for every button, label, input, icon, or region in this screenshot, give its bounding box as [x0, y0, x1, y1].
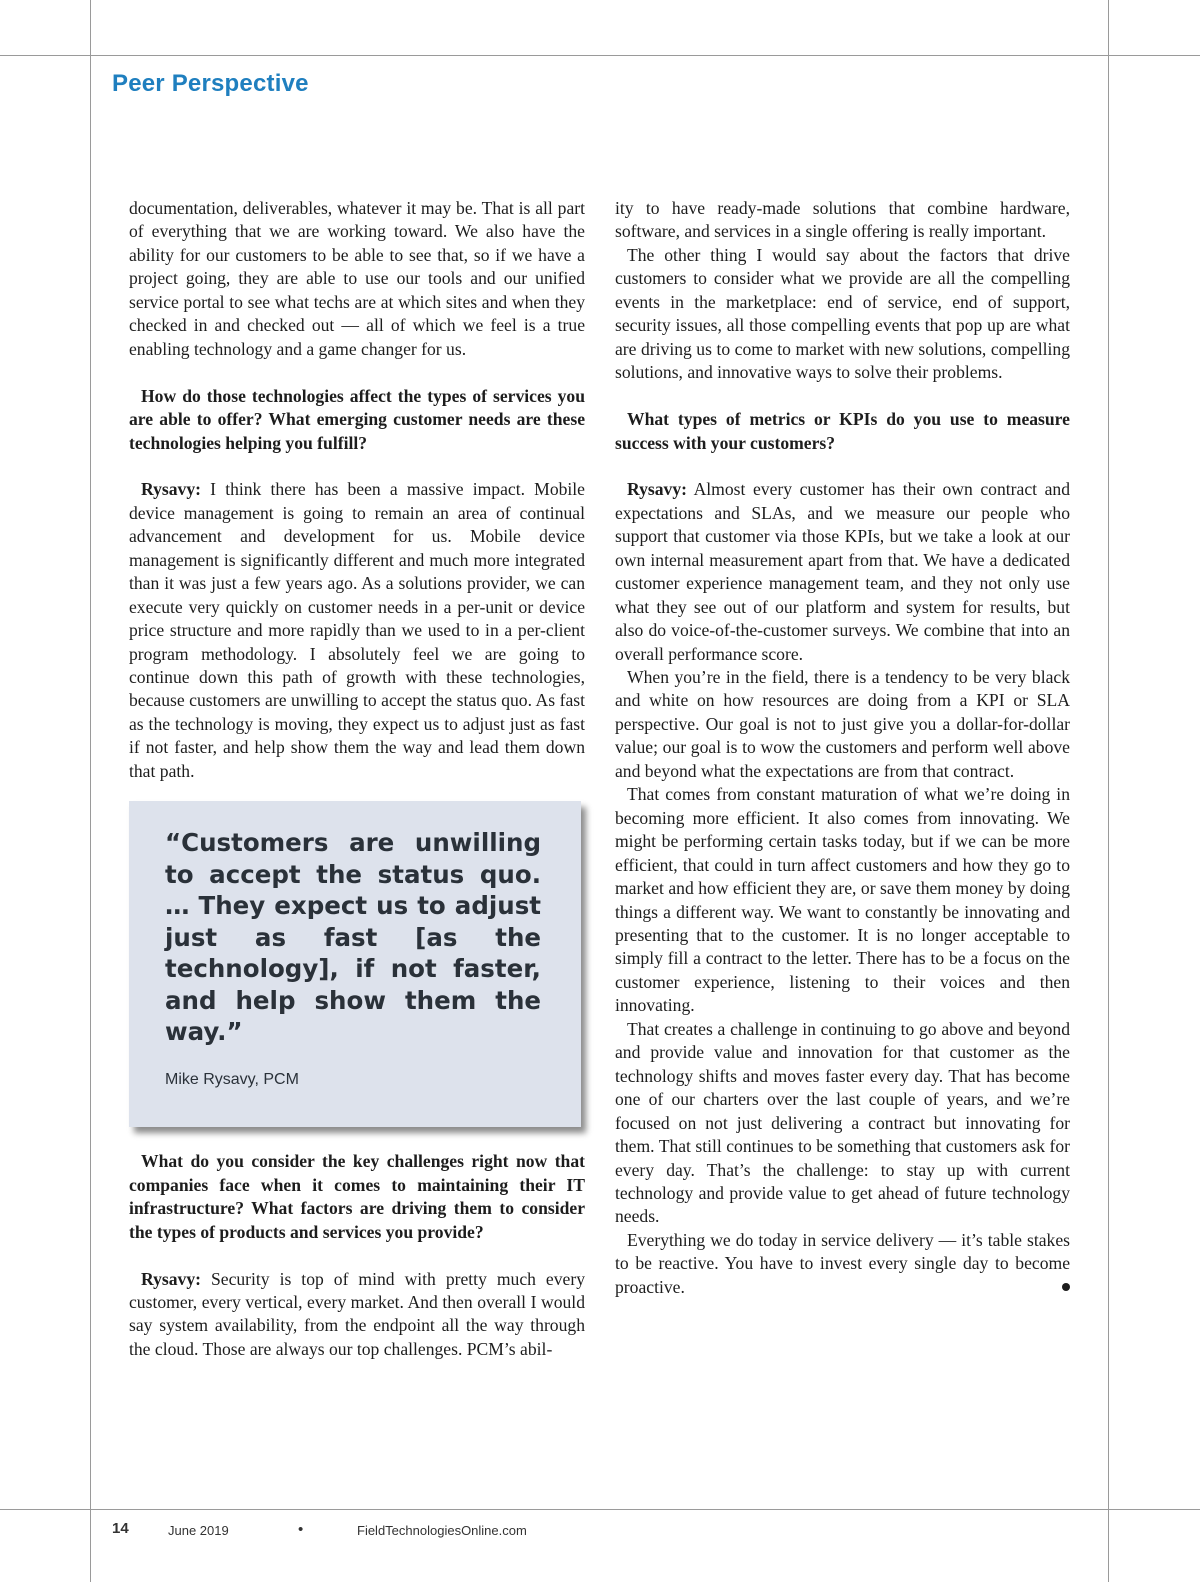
interview-answer: [129, 1268, 585, 1362]
page-number: 14: [112, 1520, 129, 1537]
right-margin-rule: [1108, 0, 1109, 1582]
issue-date: June 2019: [168, 1523, 229, 1538]
paragraph: When you’re in the field, there is a tendency to be very black and white on how resources are doing from a KPI or SLA perspective. Our goal is not to just give you a dollar-for-dollar value; our goal is to wow the customers and perform well above and beyond what the expectations are from that contract.: [615, 667, 1070, 781]
interview-question: How do those technologies affect the types of services you are able to offer? What emerging customer needs are these technologies helping you fulfill?: [129, 385, 585, 453]
website-link[interactable]: FieldTechnologiesOnline.com: [357, 1523, 527, 1538]
pull-quote-text: “Customers are unwilling to accept the status quo. … They expect us to adjust just as fast [as the technology], if not faster, and help show them the way.”: [165, 828, 541, 1047]
bottom-rule: [0, 1509, 1200, 1510]
interview-answer: [129, 478, 585, 783]
paragraph: documentation, deliverables, whatever it may be. That is all part of everything that we are working toward. We also have the ability for our customers to be able to see that, so if we have a project going, they are able to use our tools and our unified service portal to see what techs are at which sites and when they checked in and checked out — all of which we feel is a true enabling technology and a game changer for us.: [129, 198, 585, 359]
paragraph: That comes from constant maturation of what we’re doing in becoming more efficient. It also comes from innovating. We might be performing certain tasks today, but if we can be more efficient, that could in turn affect customers and how they go to market and how efficient they are, or save them money by doing things a different way. We want to constantly be innovating and presenting that to the customer. It is no longer acceptable to simply fill a contract to the letter. There has to be a focus on the customer experience, listening to their voices and then innovating.: [615, 784, 1070, 1016]
paragraph: The other thing I would say about the factors that drive customers to consider what we provide are all the compelling events in the marketplace: end of service, end of support, security issues, all those compelling events that pop up are what are driving us to come to market with new solutions, compelling solutions, and innovative ways to solve their problems.: [615, 244, 1070, 383]
pull-quote-attribution: Mike Rysavy, PCM: [165, 1070, 299, 1088]
interview-question: What do you consider the key challenges right now that companies face when it comes to maintaining their IT infrastructure? What factors are driving them to consider the types of products and services you provide?: [129, 1151, 585, 1242]
left-column: [129, 197, 585, 1361]
footer-separator: •: [298, 1521, 304, 1538]
paragraph: That creates a challenge in continuing to go above and beyond and provide value and innovation for that customer as the technology shifts and moves faster every day. That has become one of our charters over the last couple of years, and we’re focused on not just delivering a contract but innovating for them. That still continues to be something that customers ask for every day. That’s the challenge: to stay up with current technology and provide value to get ahead of future technology needs.: [615, 1018, 1070, 1227]
answer-text: Security is top of mind with pretty much every customer, every vertical, every market. And then overall I would say system availability, from the endpoint all the way through the cloud. Those are always our top challenges. PCM’s abil-: [129, 1268, 585, 1359]
speaker-name: Rysavy:: [141, 479, 201, 500]
answer-text: I think there has been a massive impact. Mobile device management is going to remain an area of continual advancement and development for us. Mobile device management is significantly different and much more integrated than it was just a few years ago. As a solutions provider, we can execute very quickly on customer needs in a per-unit or device price structure and more rapidly than we used to in a per-client program methodology. I absolutely feel we are going to continue down this path of growth with these technologies, because customers are unwilling to accept the status quo. As fast as the technology is moving, they expect us to adjust just as fast if not faster, and help show them the way and lead them down that path.: [129, 479, 585, 781]
right-column: [615, 197, 1070, 1299]
top-rule: [0, 55, 1200, 56]
interview-answer: [615, 478, 1070, 666]
interview-question: What types of metrics or KPIs do you use to measure success with your customers?: [615, 409, 1070, 453]
section-title: Peer Perspective: [112, 70, 309, 97]
pull-quote-box: [129, 801, 581, 1127]
paragraph: Everything we do today in service delivery — it’s table stakes to be reactive. You have to invest every single day to become proactive.: [615, 1229, 1070, 1297]
speaker-name: Rysavy:: [627, 479, 687, 500]
speaker-name: Rysavy:: [141, 1268, 201, 1289]
left-margin-rule: [90, 0, 91, 1582]
answer-text: Almost every customer has their own contract and expectations and SLAs, and we measure our people who support that customer via those KPIs, but we take a look at our own internal measurement apart from that. We have a dedicated customer experience management team, and they not only use what they see out of our platform and system for results, but also do voice-of-the-customer surveys. We combine that into an overall performance score.: [615, 479, 1070, 664]
paragraph: ity to have ready-made solutions that combine hardware, software, and services in a single offering is really important.: [615, 198, 1070, 242]
